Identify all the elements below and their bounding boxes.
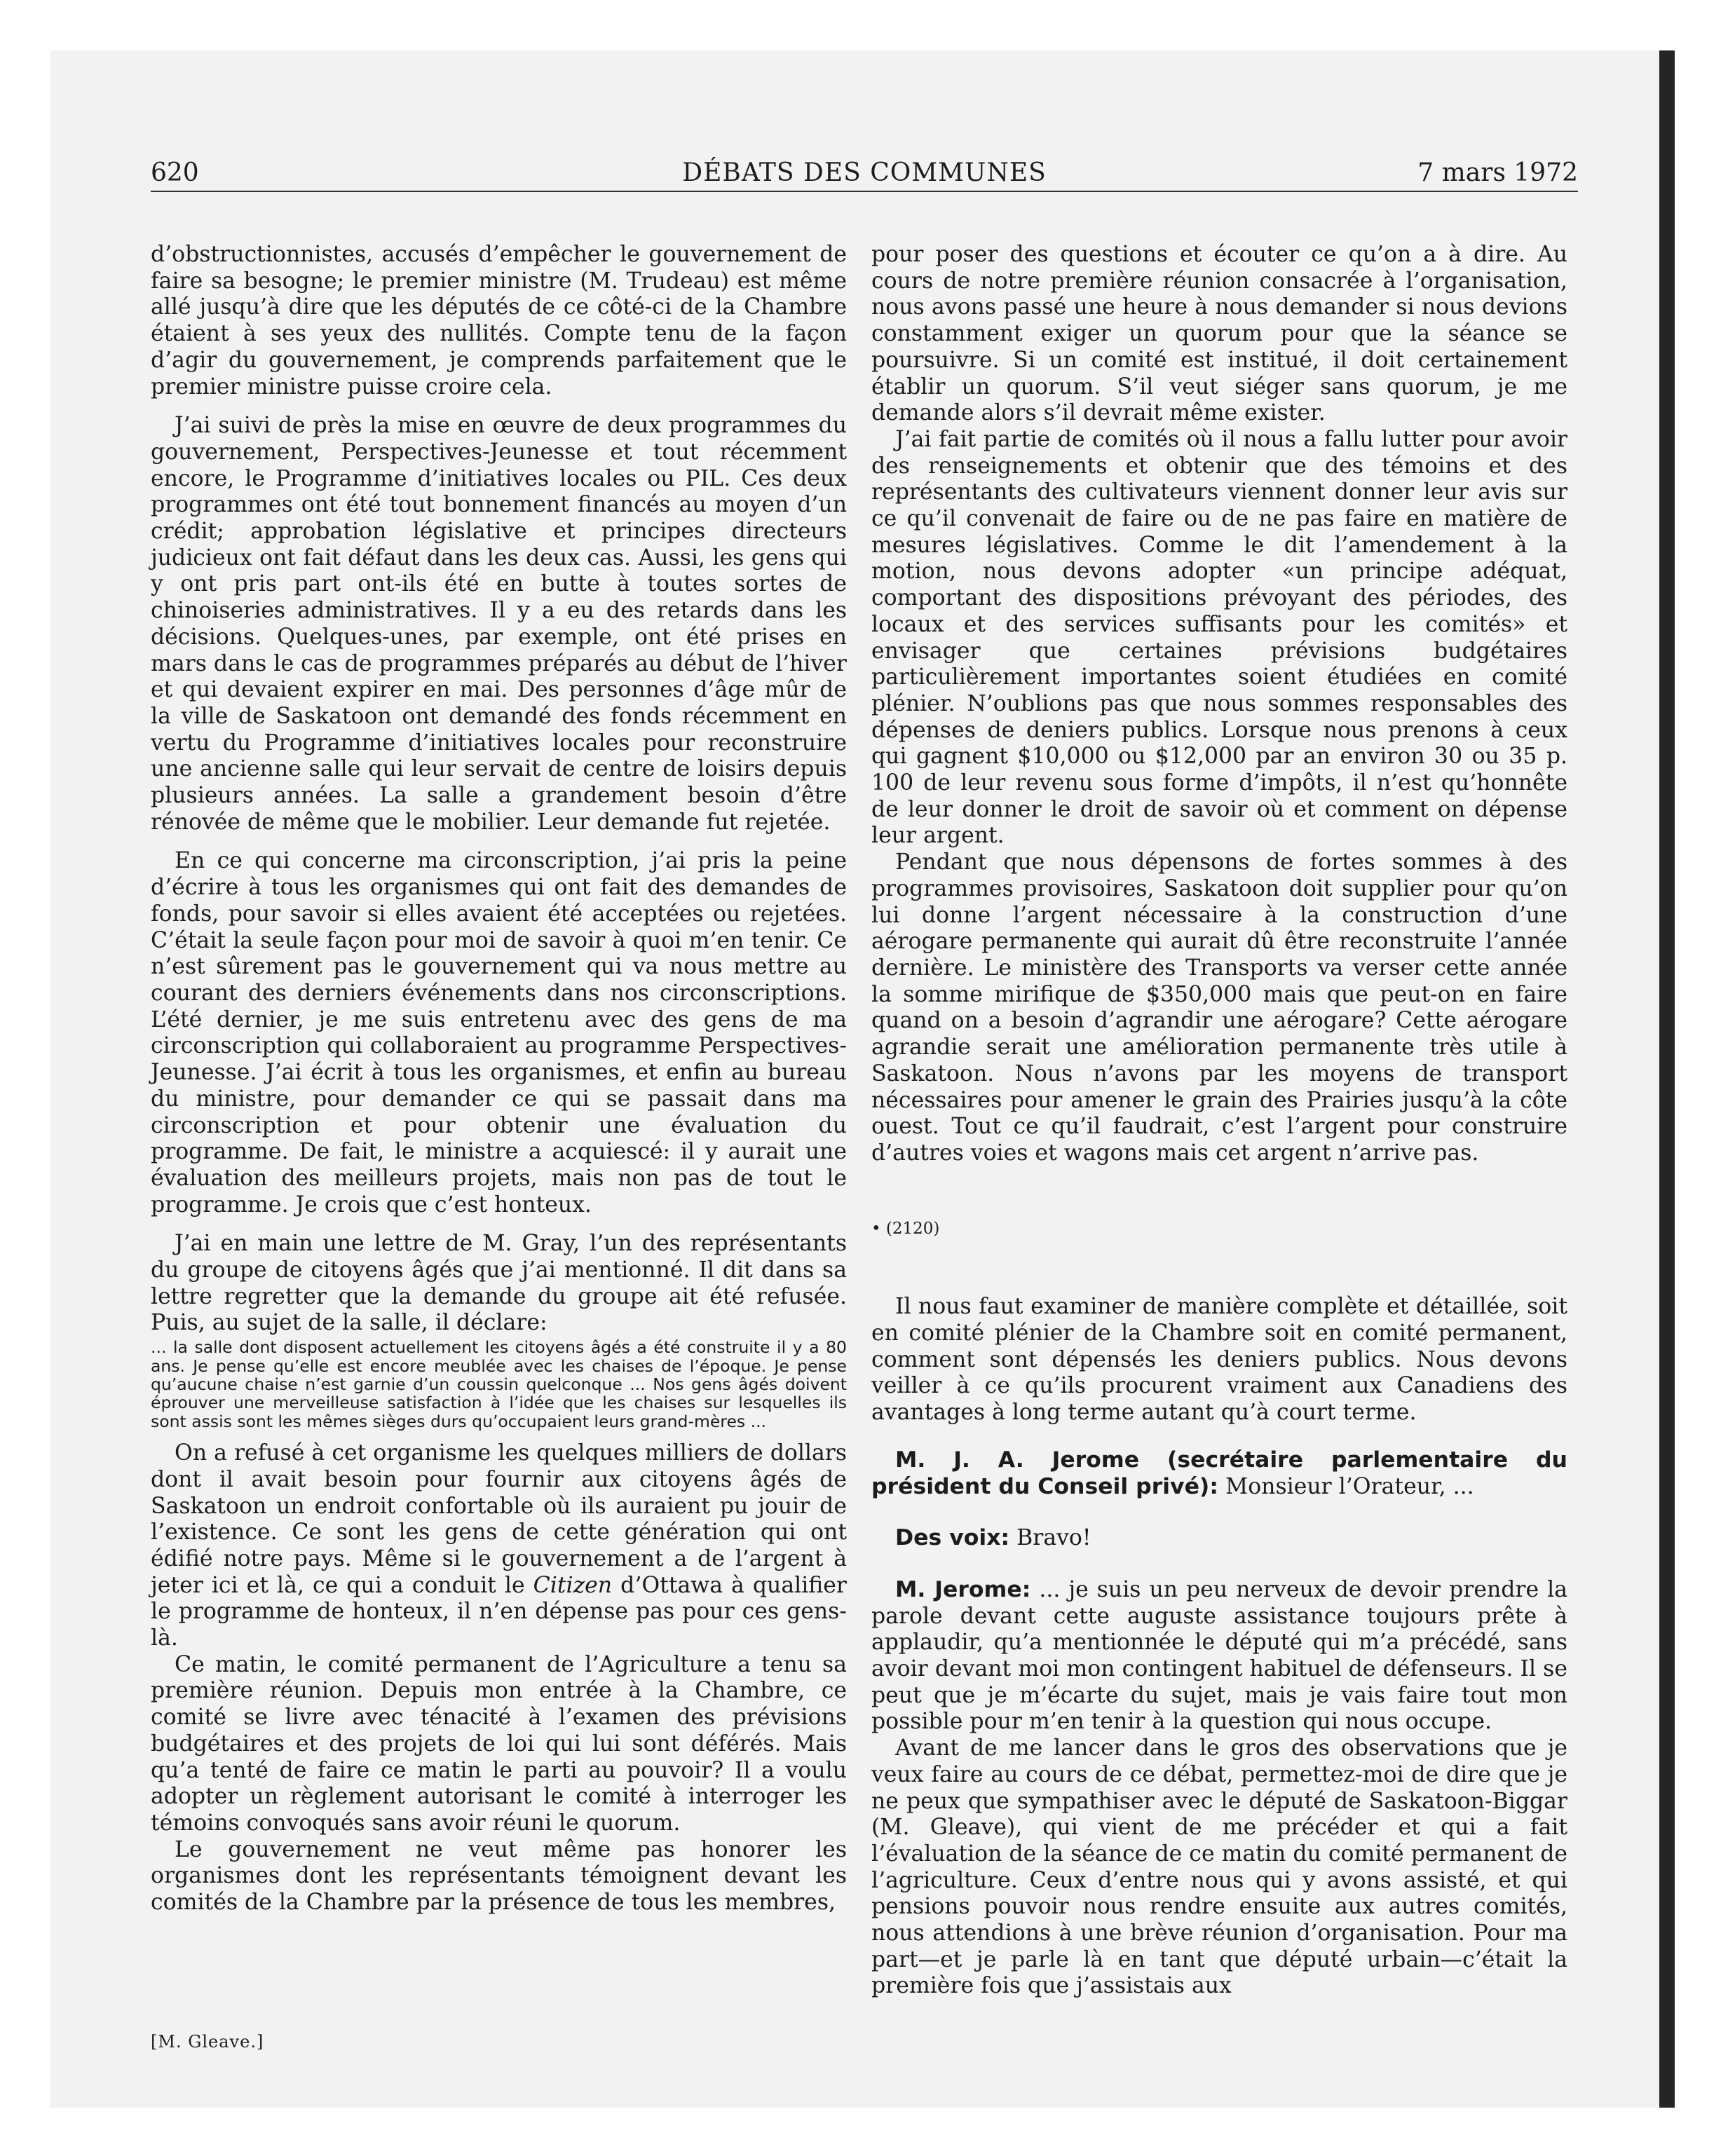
paragraph: pour poser des questions et écouter ce qu’on a à dire. Au cours de notre première réunion consacrée à l’organisation, nous avons passé une heure à nous demander si nous devions constamment exiger un quorum pour que la séance se poursuivre. Si un comité est institué, il doit certainement établir un quorum. S’il veut siéger sans quorum, je me demande alors s’il devrait même exister. (871, 242, 1567, 426)
right-column (871, 242, 1567, 2000)
paragraph: Le gouvernement ne veut même pas honorer les organismes dont les représentants témoignent devant les comités de la Chambre par la présence de tous les membres, (151, 1836, 847, 1916)
footer-speaker-reference: [M. Gleave.] (151, 2032, 264, 2052)
speaker-paragraph (871, 1577, 1567, 1735)
publication-title: DÉBATS DES COMMUNES (682, 158, 1047, 187)
paragraph: En ce qui concerne ma circonscription, j’ai pris la peine d’écrire à tous les organismes qui ont fait des demandes de fonds, pour savoir si elles avaient été acceptées ou rejetées. C’était la seule façon pour moi de savoir à quoi m’en tenir. Ce n’est sûrement pas le gouvernement qui va nous mettre au courant des derniers événements dans nos circonscriptions. L’été dernier, je me suis entretenu avec des gens de ma circonscription qui collaboraient au programme Perspectives-Jeunesse. J’ai écrit à tous les organismes, et enfin au bureau du ministre, pour demander ce qui se passait dans ma circonscription et pour obtenir une évaluation du programme. De fait, le ministre a acquiescé: il y aurait une évaluation des meilleurs projets, mais non pas de tout le programme. Je crois que c’est honteux. (151, 848, 847, 1217)
paragraph: Il nous faut examiner de manière complète et détaillée, soit en comité plénier de la Chambre soit en comité permanent, comment sont dépensés les deniers publics. Nous devons veiller à ce qu’ils procurent vraiment aux Canadiens des avantages à long terme autant qu’à court terme. (871, 1294, 1567, 1426)
left-column (151, 242, 847, 1916)
speaker-name: Des voix: (895, 1525, 1010, 1551)
newspaper-name: Citizen (533, 1572, 613, 1598)
paragraph: Pendant que nous dépensons de fortes sommes à des programmes provisoires, Saskatoon doit supplier pour qu’on lui donne l’argent nécessaire à la construction d’une aérogare permanente qui aurait dû être reconstruite l’année dernière. Le ministère des Transports va verser cette année la somme mirifique de $350,000 mais que peut-on en faire quand on a besoin d’agrandir une aérogare? Cette aérogare agrandie serait une amélioration permanente très utile à Saskatoon. Nous n’avons par les moyens de transport nécessaires pour amener le grain des Prairies jusqu’à la côte ouest. Tout ce qu’il faudrait, c’est l’argent pour construire d’autres voies et wagons mais cet argent n’arrive pas. (871, 850, 1567, 1166)
page-header (151, 154, 1578, 192)
speech-text: ... je suis un peu nerveux de devoir prendre la parole devant cette auguste assistance toujours prête à applaudir, qu’a mentionnée le député qui m’a précédé, sans avoir devant moi mon contingent habituel de défenseurs. Il se peut que je m’écarte du sujet, mais je vais faire tout mon possible pour m’en tenir à la question qui nous occupe. (871, 1576, 1567, 1735)
paragraph: J’ai suivi de près la mise en œuvre de deux programmes du gouvernement, Perspectives-Jeunesse et tout récemment encore, le Programme d’initiatives locales ou PIL. Ces deux programmes ont été tout bonnement financés au moyen d’un crédit; approbation législative et principes directeurs judicieux ont fait défaut dans les deux cas. Aussi, les gens qui y ont pris part ont-ils été en butte à toutes sortes de chinoiseries administratives. Il y a eu des retards dans les décisions. Quelques-unes, par exemple, ont été prises en mars dans le cas de programmes préparés au début de l’hiver et qui devaient expirer en mai. Des personnes d’âge mûr de la ville de Saskatoon ont demandé des fonds récemment en vertu du Programme d’initiatives locales pour reconstruire une ancienne salle qui leur servait de centre de loisirs depuis plusieurs années. La salle a grandement besoin d’être rénovée de même que le mobilier. Leur demande fut rejetée. (151, 413, 847, 835)
paragraph-text: d’Ottawa à qualifier le programme de honteux, il n’en dépense pas pour ces gens-là. (151, 1572, 847, 1651)
speech-text: Bravo! (1009, 1525, 1091, 1551)
paragraph: J’ai fait partie de comités où il nous a fallu lutter pour avoir des renseignements et obtenir que des témoins et des représentants des cultivateurs viennent donner leur avis sur ce qu’il convenait de faire ou de ne pas faire en matière de mesures législatives. Comme le dit l’amendement à la motion, nous devons adopter «un principe adéquat, comportant des dispositions prévoyant des périodes, des locaux et des services suffisants pour les comités» et envisager que certaines prévisions budgétaires particulièrement importantes soient étudiées en comité plénier. N’oublions pas que nous sommes responsables des dépenses de deniers publics. Lorsque nous prenons à ceux qui gagnent $10,000 ou $12,000 par an environ 30 ou 35 p. 100 de leur revenu sous forme d’impôts, il n’est qu’honnête de leur donner le droit de savoir où et comment on dépense leur argent. (871, 426, 1567, 849)
time-marker: • (2120) (871, 1219, 940, 1238)
paragraph: d’obstructionnistes, accusés d’empêcher le gouvernement de faire sa besogne; le premier ministre (M. Trudeau) est même allé jusqu’à dire que les députés de ce côté-ci de la Chambre étaient à ses yeux des nullités. Compte tenu de la façon d’agir du gouvernement, je comprends parfaitement que le premier ministre puisse croire cela. (151, 242, 847, 400)
paragraph-text: On a refusé à cet organisme les quelques milliers de dollars dont il avait besoin pour fournir aux citoyens âgés de Saskatoon un endroit confortable où ils auraient pu jouir de l’existence. Ce sont les gens de cette génération qui ont édifié notre pays. Même si le gouvernement a de l’argent à jeter ici et là, ce qui a conduit le (151, 1440, 847, 1598)
quoted-letter: ... la salle dont disposent actuellement les citoyens âgés a été construite il y a 80 ans. Je pense qu’elle est encore meublée avec les chaises de l’époque. Je pense qu’aucune chaise n’est garnie d’un coussin quelconque ... Nos gens âgés doivent éprouver une merveilleuse satisfaction à l’idée que les chaises sur lesquelles ils sont assis sont les mêmes sièges durs qu’occupaient leurs grand-mères ... (151, 1337, 847, 1431)
paragraph: Avant de me lancer dans le gros des observations que je veux faire au cours de ce débat, permettez-moi de dire que je ne peux que sympathiser avec le député de Saskatoon-Biggar (M. Gleave), qui vient de me précéder et qui a fait l’évaluation de la séance de ce matin du comité permanent de l’agriculture. Ceux d’entre nous qui y avons assisté, et qui pensions pouvoir nous rendre ensuite aux autres comités, nous attendions à une brève réunion d’organisation. Pour ma part—et je parle là en tant que député urbain—c’était la première fois que j’assistais aux (871, 1735, 1567, 1999)
speech-text: Monsieur l’Orateur, ... (1218, 1473, 1474, 1499)
speaker-name: M. Jerome: (895, 1576, 1031, 1602)
paragraph: J’ai en main une lettre de M. Gray, l’un des représentants du groupe de citoyens âgés que j’ai mentionné. Il dit dans sa lettre regretter que la demande du groupe ait été refusée. Puis, au sujet de la salle, il déclare: (151, 1231, 847, 1336)
binding-edge (1659, 50, 1675, 2108)
page-number: 620 (151, 158, 199, 187)
speaker-name: M. J. A. Jerome (secrétaire parlementaire du président du Conseil privé): (871, 1447, 1567, 1499)
paragraph: Ce matin, le comité permanent de l’Agriculture a tenu sa première réunion. Depuis mon entrée à la Chambre, ce comité se livre avec ténacité à l’examen des prévisions budgétaires et des projets de loi qui lui sont déférés. Mais qu’a tenté de faire ce matin le parti au pouvoir? Il a voulu adopter un règlement autorisant le comité à interroger les témoins convoqués sans avoir réuni le quorum. (151, 1651, 847, 1836)
paragraph (151, 1440, 847, 1652)
speaker-paragraph (871, 1447, 1567, 1500)
speaker-paragraph (871, 1525, 1567, 1552)
publication-date: 7 mars 1972 (1417, 158, 1578, 187)
